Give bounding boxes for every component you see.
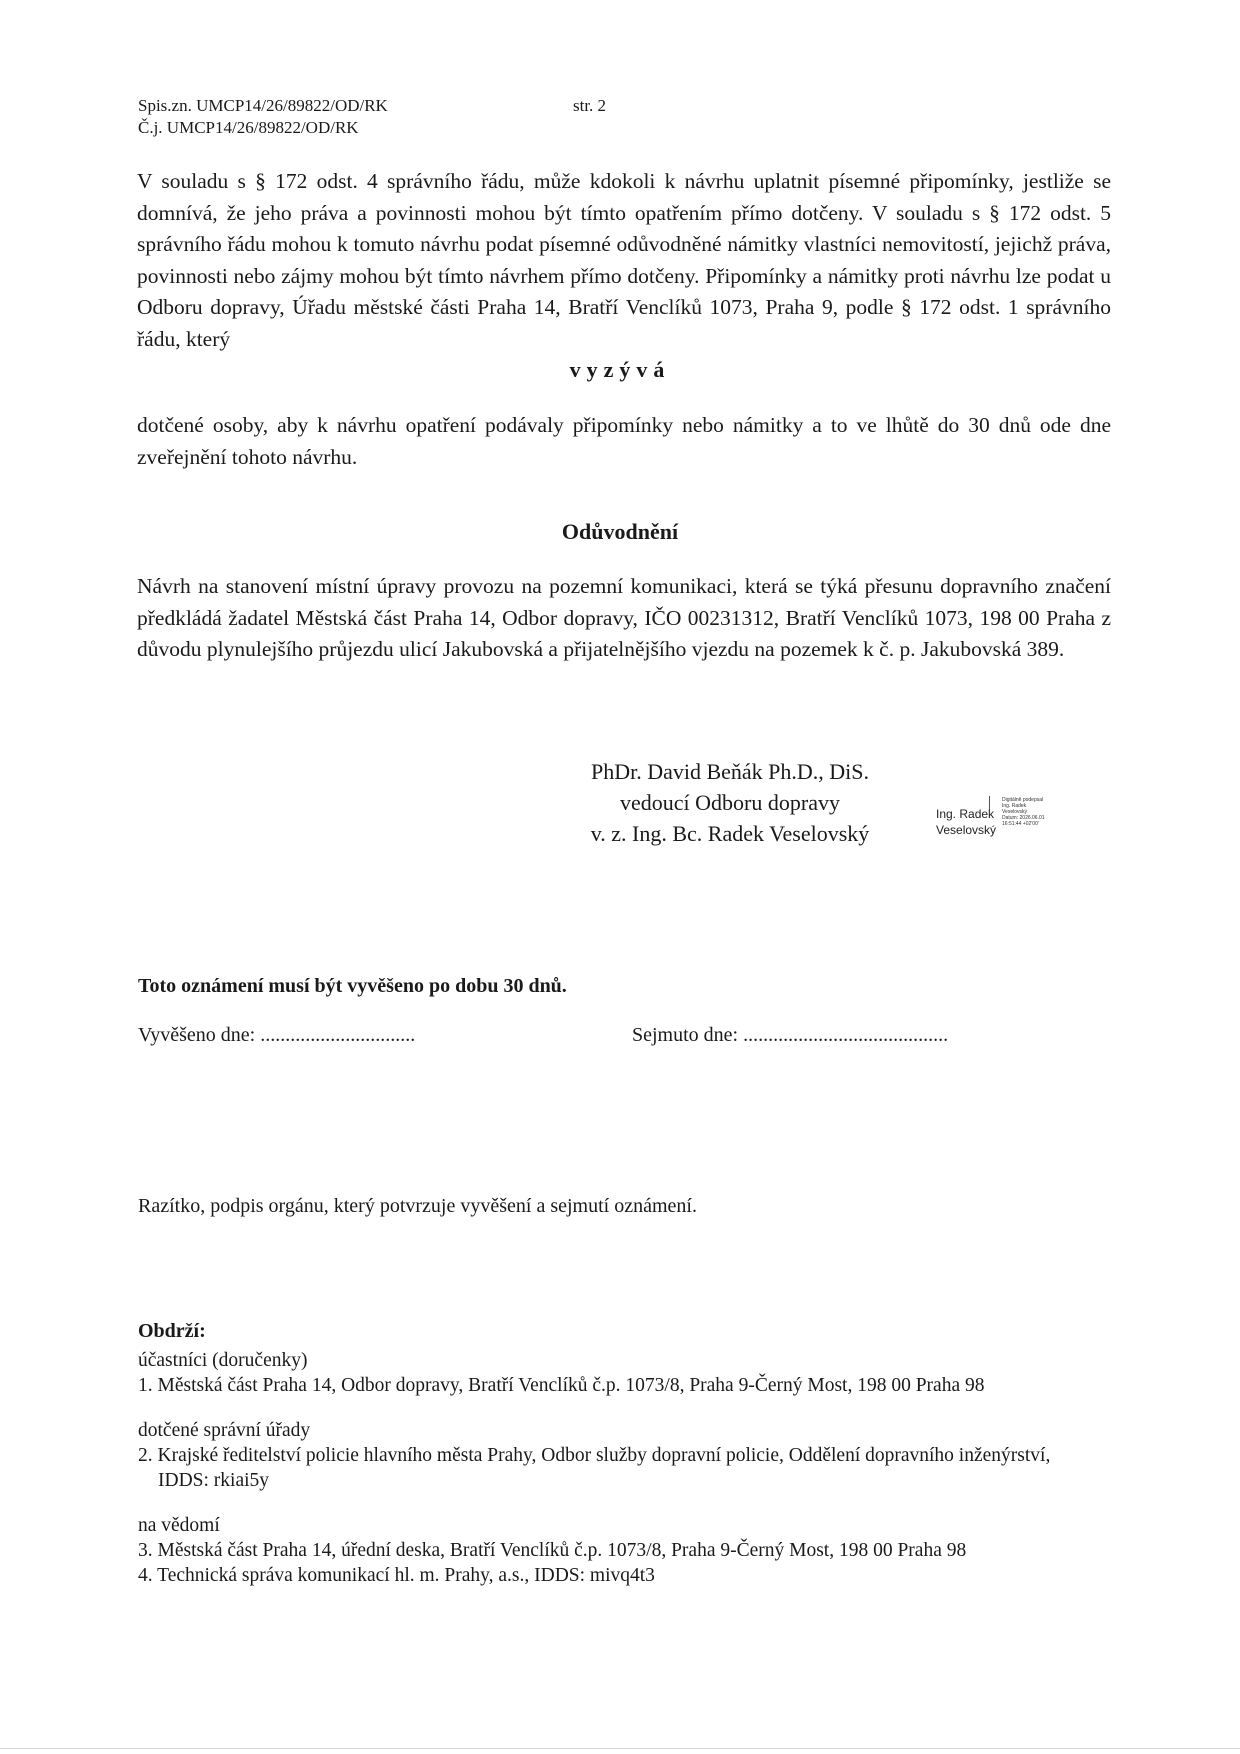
reasoning-heading: Odůvodnění	[561, 519, 679, 544]
page-bottom-rule	[0, 1748, 1240, 1749]
electronic-signature	[934, 796, 1074, 846]
esig-name-line2: Veselovský	[936, 823, 997, 837]
recipients-heading: Obdrží:	[138, 1320, 206, 1342]
list-item: 4. Technická správa komunikací hl. m. Prahy, a.s., IDDS: mivq4t3	[138, 1565, 655, 1586]
esig-details	[1002, 797, 1072, 827]
esig-detail: Veselovský	[1002, 809, 1028, 815]
call-heading: vyzývá	[569, 357, 671, 382]
list-item: 1. Městská část Praha 14, Odbor dopravy, Bratří Venclíků č.p. 1073/8, Praha 9-Černý Most, 198 00 Praha 98	[138, 1375, 985, 1396]
recipient-group-label: dotčené správní úřady	[138, 1420, 311, 1441]
page-number: str. 2	[573, 96, 607, 115]
file-reference: Spis.zn. UMCP14/26/89822/OD/RK	[138, 96, 388, 115]
recipient-group-label: na vědomí	[138, 1515, 220, 1536]
removed-label: Sejmuto dne:	[632, 1024, 739, 1046]
esig-detail: Ing. Radek	[1002, 803, 1027, 809]
signatory-role: vedoucí Odboru dopravy	[620, 790, 840, 815]
posted-label: Vyvěšeno dne:	[138, 1024, 256, 1046]
esig-detail: Digitálně podepsal	[1002, 797, 1044, 803]
signatory-name: PhDr. David Beňák Ph.D., DiS.	[590, 759, 870, 784]
list-item: 3. Městská část Praha 14, úřední deska, Bratří Venclíků č.p. 1073/8, Praha 9-Černý Most, 198 00 Praha 98	[138, 1540, 967, 1561]
case-number: Č.j. UMCP14/26/89822/OD/RK	[138, 118, 359, 137]
removed-dots: .........................................	[743, 1024, 949, 1046]
stamp-instruction: Razítko, podpis orgánu, který potvrzuje vyvěšení a sejmutí oznámení.	[138, 1195, 697, 1217]
posted-date-field	[138, 1022, 415, 1048]
intro-paragraph: V souladu s § 172 odst. 4 správního řádu, může kdokoli k návrhu uplatnit písemné připomínky, jestliže se domnívá, že jeho práva a povinnosti mohou být tímto opatřením přímo dotčeny. V souladu s § 172 odst. 5 správního řádu mohou k tomuto návrhu podat písemné odůvodněné námitky vlastníci nemovitostí, jejichž práva, povinnosti nebo zájmy mohou být tímto návrhem přímo dotčeny. Připomínky a námitky proti návrhu lze podat u Odboru dopravy, Úřadu městské části Praha 14, Bratří Venclíků 1073, Praha 9, podle § 172 odst. 1 správního řádu, který	[137, 169, 1111, 351]
posted-dots: ...............................	[260, 1024, 416, 1046]
list-item: 2. Krajské ředitelství policie hlavního města Prahy, Odbor služby dopravní policie, Oddělení dopravního inženýrství, IDDS: rkiai5y	[138, 1445, 1051, 1491]
esig-detail: 16:51:44 +02'00'	[1002, 821, 1039, 827]
notice-bold-line: Toto oznámení musí být vyvěšeno po dobu 30 dnů.	[138, 975, 567, 997]
recipient-group-label: účastníci (doručenky)	[138, 1350, 308, 1371]
call-paragraph: dotčené osoby, aby k návrhu opatření podávaly připomínky nebo námitky a to ve lhůtě do 30 dnů ode dne zveřejnění tohoto návrhu.	[137, 413, 1111, 469]
esig-name-line1: Ing. Radek	[936, 807, 995, 821]
removed-date-field	[632, 1022, 948, 1048]
signatory-proxy: v. z. Ing. Bc. Radek Veselovský	[590, 821, 870, 846]
reasoning-paragraph: Návrh na stanovení místní úpravy provozu na pozemní komunikaci, která se týká přesunu dopravního značení předkládá žadatel Městská část Praha 14, Odbor dopravy, IČO 00231312, Bratří Venclíků 1073, 198 00 Praha z důvodu plynulejšího průjezdu ulicí Jakubovská a přijatelnějšího vjezdu na pozemek k č. p. Jakubovská 389.	[137, 574, 1111, 661]
recipients-list	[138, 1348, 1098, 1588]
signature-block	[560, 756, 900, 849]
esig-detail: Datum: 2026.06.01	[1002, 815, 1045, 821]
